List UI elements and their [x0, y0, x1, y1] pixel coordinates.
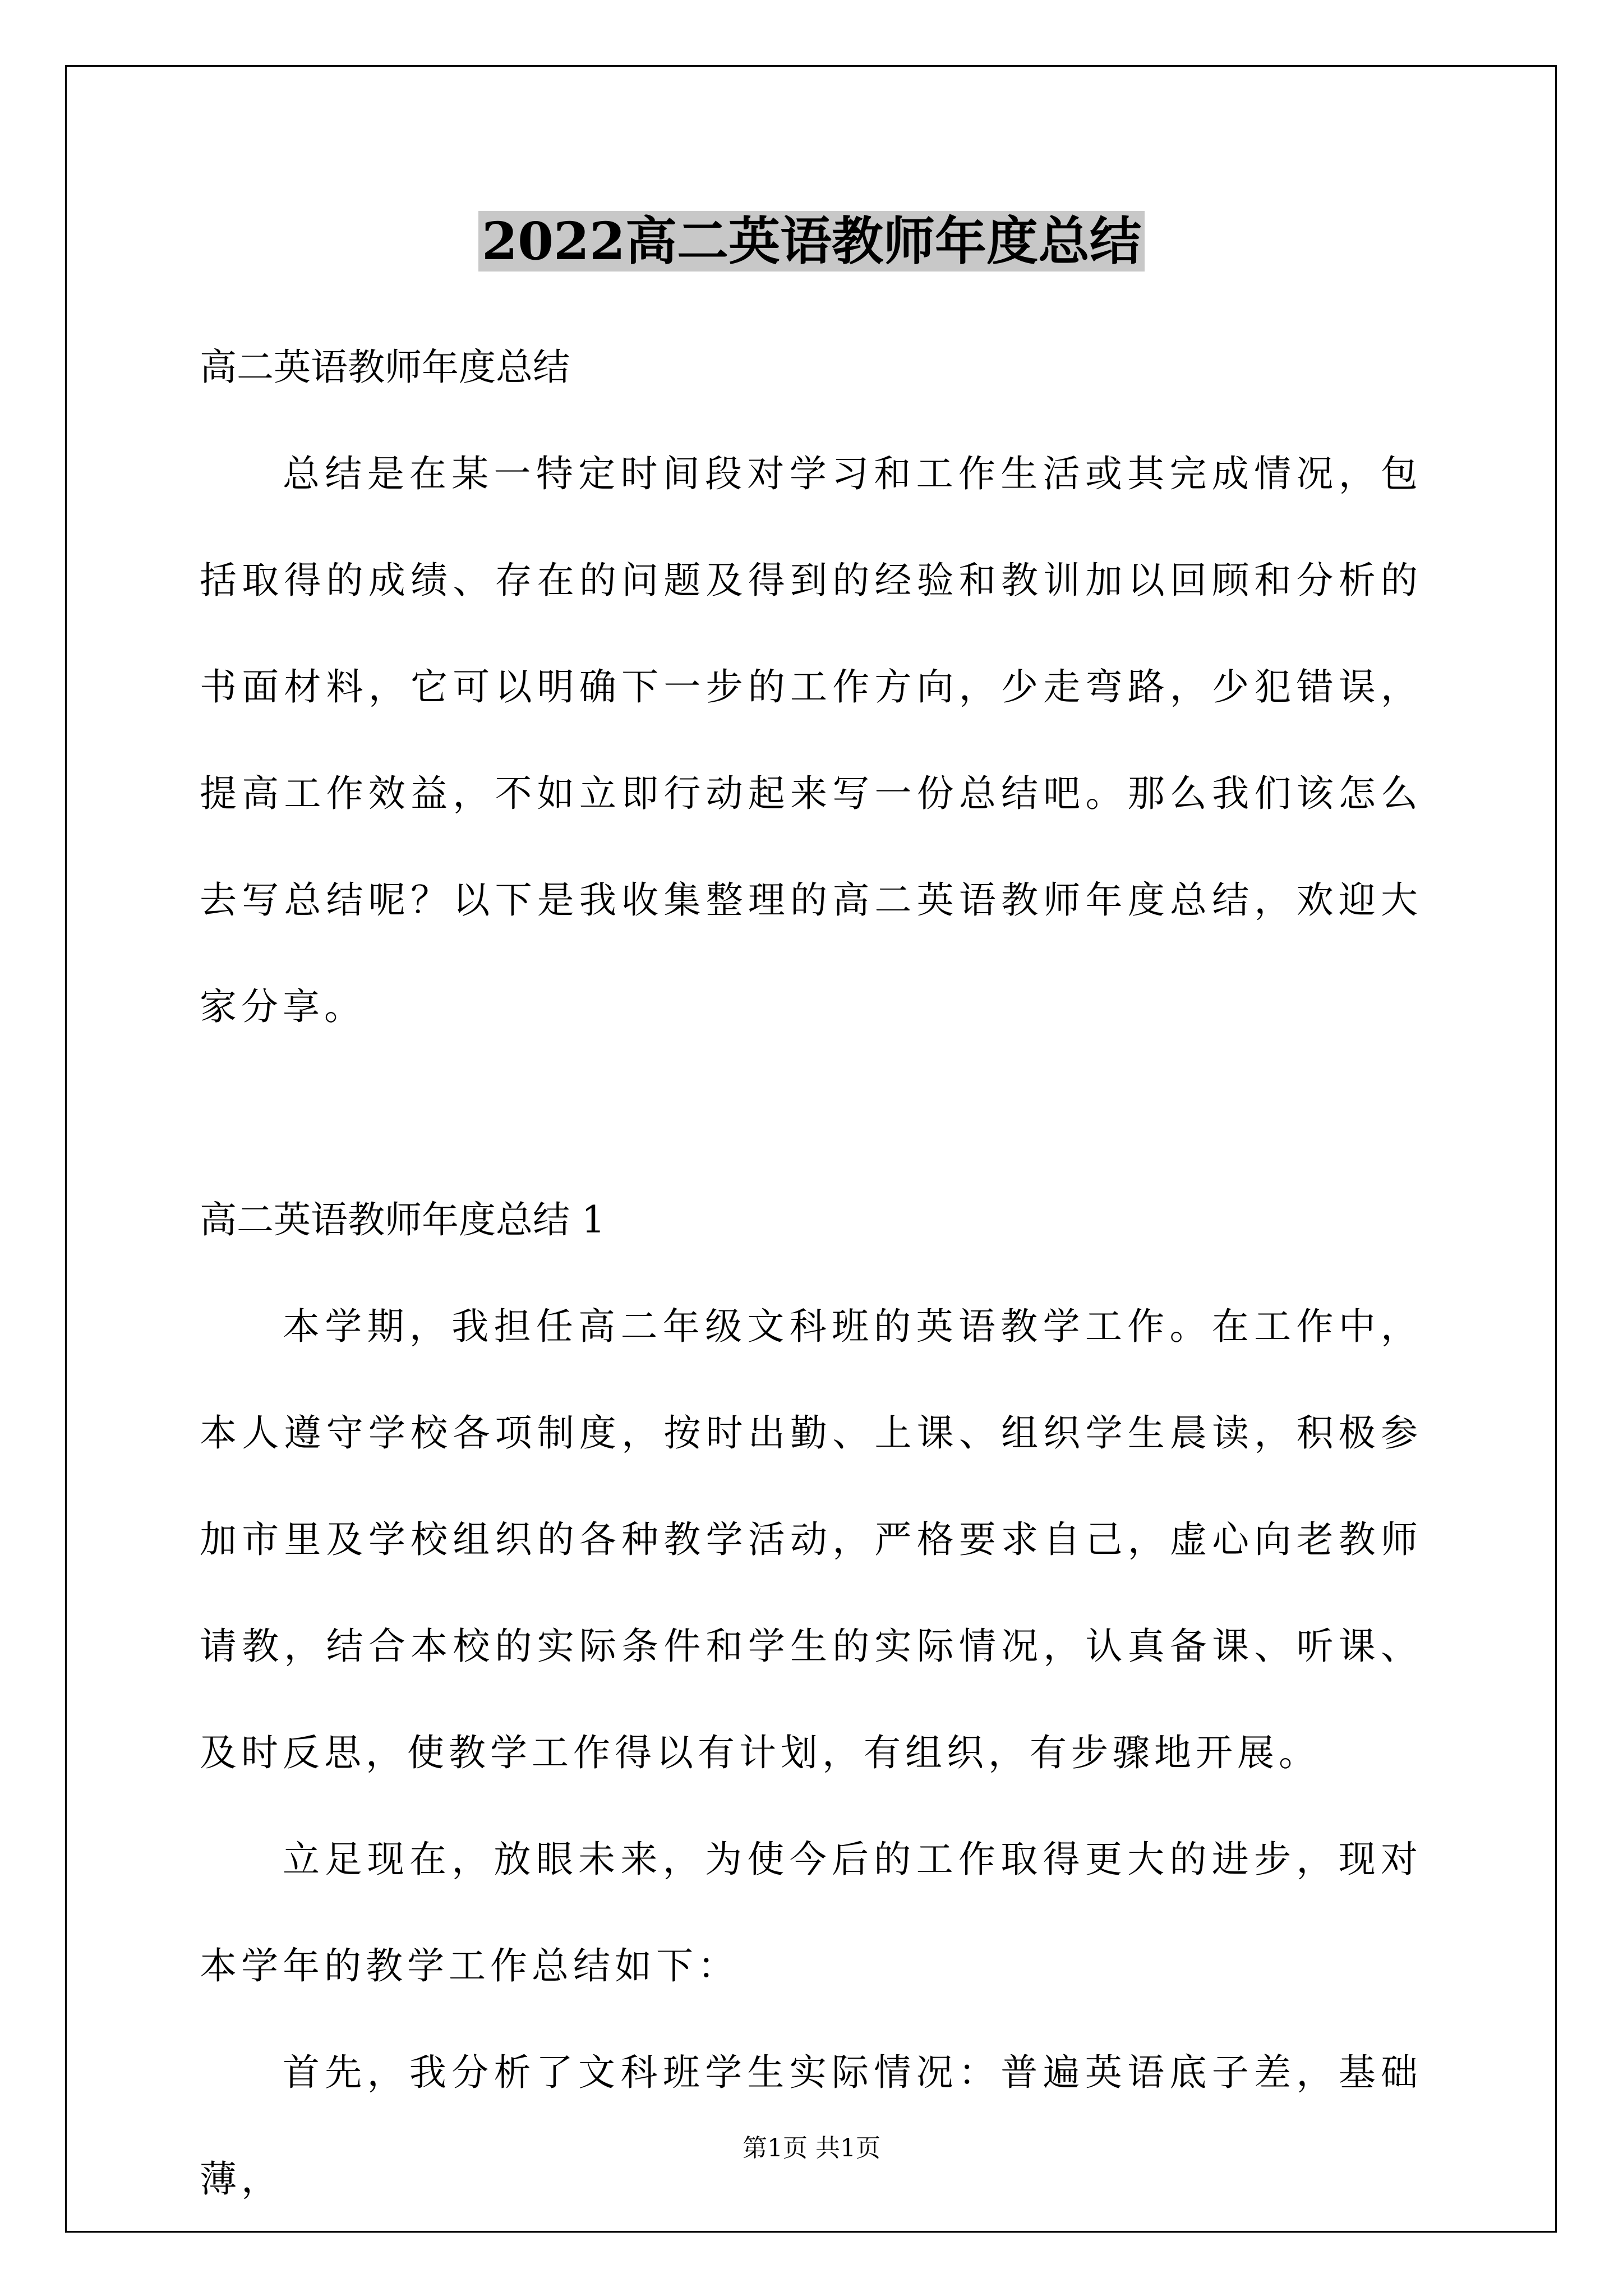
section-heading: 高二英语教师年度总结 1 — [200, 1198, 605, 1241]
document-subtitle: 高二英语教师年度总结 — [200, 346, 570, 389]
body-paragraph: 立足现在，放眼未来，为使今后的工作取得更大的进步，现对本学年的教学工作总结如下： — [200, 1838, 1422, 1987]
page-number-footer: 第1页 共1页 — [743, 2134, 880, 2162]
document-title — [0, 202, 1623, 280]
document-title-text: 2022高二英语教师年度总结 — [478, 211, 1145, 272]
body-paragraph: 本学期，我担任高二年级文科班的英语教学工作。在工作中，本人遵守学校各项制度，按时出勤、上课、组织学生晨读，积极参加市里及学校组织的各种教学活动，严格要求自己，虚心向老教师请教，结合本校的实际条件和学生的实际情况，认真备课、听课、及时反思，使教学工作得以有计划，有组织，有步骤地开展。 — [200, 1305, 1422, 1774]
document-body — [200, 314, 1422, 2233]
paragraph-spacer — [200, 1060, 1422, 1167]
intro-paragraph: 总结是在某一特定时间段对学习和工作生活或其完成情况，包括取得的成绩、存在的问题及得到的经验和教训加以回顾和分析的书面材料，它可以明确下一步的工作方向，少走弯路，少犯错误，提高工作效益，不如立即行动起来写一份总结吧。那么我们该怎么去写总结呢？以下是我收集整理的高二英语教师年度总结，欢迎大家分享。 — [200, 452, 1422, 1028]
body-paragraph: 首先，我分析了文科班学生实际情况：普遍英语底子差，基础薄， — [200, 2051, 1422, 2201]
